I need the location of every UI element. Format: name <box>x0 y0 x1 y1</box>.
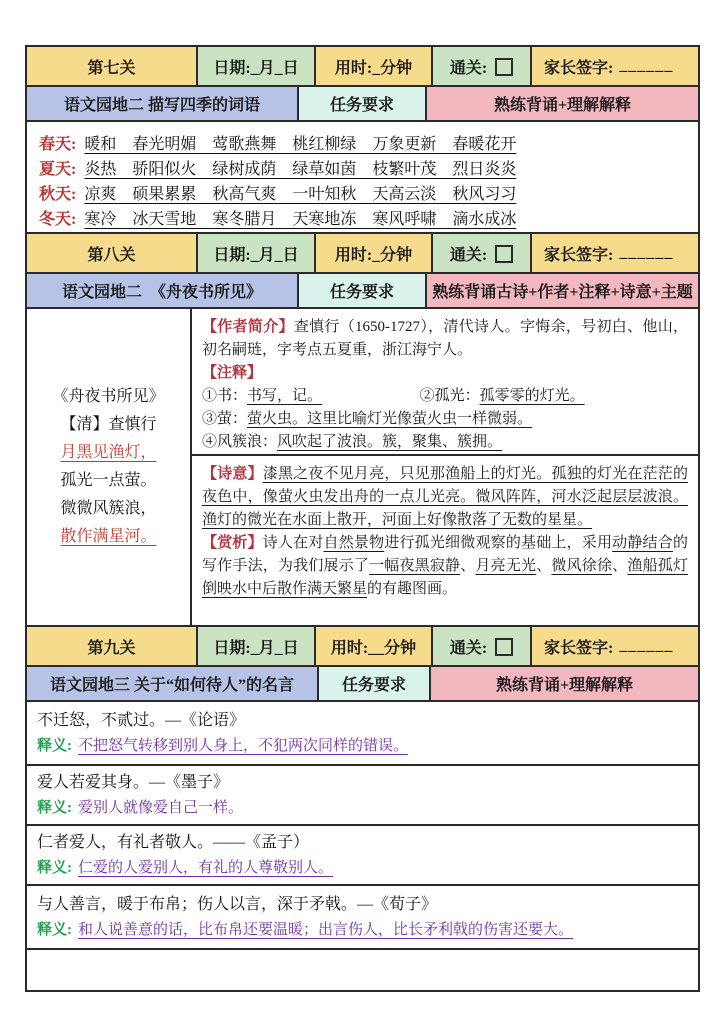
shiyi-text: 不把怒气转移到别人身上，不犯两次同样的错误。 <box>78 737 409 754</box>
poem-section <box>27 309 698 627</box>
pass-checkbox[interactable] <box>495 58 513 76</box>
analysis-segment: 的写作手法，为我们展示了 <box>202 535 688 574</box>
poem-text-cell <box>27 309 192 625</box>
analysis-segment: 、 <box>612 558 628 574</box>
level8-pass-field <box>433 234 532 272</box>
quote-text: 仁者爱人，有礼者敬人。——《孟子） <box>37 833 310 851</box>
meaning-analysis-box <box>192 456 698 625</box>
shiyi-text: 和人说善意的话，比布帛还要温暖；出言伤人，比长矛利戟的伤害还要大。 <box>78 921 574 938</box>
analysis-segment: 动静结合 <box>612 535 673 551</box>
level7-topic: 语文园地二 描写四季的词语 <box>27 87 299 120</box>
note-item <box>202 385 416 408</box>
empty-row <box>27 950 698 990</box>
level7-subheader-row <box>27 87 698 122</box>
season-label: 冬天: <box>39 211 77 228</box>
level7-signature-field <box>532 47 698 85</box>
note-term: ①书： <box>202 388 248 404</box>
meaning-label: 【诗意】 <box>202 466 263 482</box>
poem-analysis <box>202 532 688 601</box>
level9-date-field: 日期:_月_日 <box>198 627 316 665</box>
analysis-segment: 微风徐徐 <box>551 558 613 574</box>
level9-topic: 语文园地三 关于“如何待人”的名言 <box>27 667 319 700</box>
analysis-segment: 自然景物 <box>323 535 385 551</box>
season-label: 夏天: <box>39 161 77 178</box>
season-label: 秋天: <box>39 186 77 203</box>
level7-date-field: 日期:_月_日 <box>198 47 316 85</box>
pass-label: 通关: <box>449 59 488 77</box>
quote-meaning <box>37 796 688 821</box>
quote-text: 爱人若爱其身。—《墨子》 <box>37 773 230 791</box>
level9-task-label: 任务要求 <box>319 667 431 700</box>
shiyi-label: 释义: <box>37 737 72 754</box>
note-definition: 萤火虫。这里比喻灯光像萤火虫一样微弱。 <box>247 411 533 427</box>
level8-subheader-row <box>27 274 698 309</box>
shiyi-text: 爱别人就像爱自己一样。 <box>78 799 244 816</box>
author-intro-label: 【作者简介】 <box>202 319 294 335</box>
poem-author: 【清】查慎行 <box>60 416 157 433</box>
author-intro-text: 查慎行（1650-1727），清代诗人。字悔余，号初白、他山，初名嗣琏，字考点五夏重，浙江海宁人。 <box>202 319 688 358</box>
level9-time-field: 用时:__分钟 <box>316 627 433 665</box>
quote-meaning <box>37 856 688 881</box>
quote-row <box>27 702 698 766</box>
note-line <box>202 408 688 431</box>
season-words: 暖和 春光明媚 莺歌燕舞 桃红柳绿 万象更新 春暖花开 <box>84 136 517 153</box>
analysis-segment: 一幅夜黑寂静 <box>369 558 461 574</box>
analysis-segment: 、 <box>536 558 552 574</box>
author-notes-box <box>192 309 698 456</box>
pass-label: 通关: <box>449 246 488 264</box>
worksheet-table <box>25 45 700 992</box>
level7-header-row <box>27 47 698 87</box>
signature-label: 家长签字: <box>544 246 614 264</box>
shiyi-label: 释义: <box>37 799 72 816</box>
notes-label: 【注释】 <box>202 365 263 381</box>
shiyi-label: 释义: <box>37 921 72 938</box>
note-line <box>202 385 688 408</box>
quote-row <box>27 766 698 826</box>
quote-meaning <box>37 734 688 759</box>
note-item <box>420 388 585 404</box>
level9-requirement: 熟练背诵+理解解释 <box>431 667 698 700</box>
signature-line[interactable]: ______ <box>619 244 674 261</box>
season-label: 春天: <box>39 136 77 153</box>
note-term: ④风簇浪： <box>202 434 278 450</box>
poem-line: 月黑见渔灯， <box>60 444 157 461</box>
level7-pass-field <box>433 47 532 85</box>
level8-requirement: 熟练背诵古诗+作者+注释+诗意+主题 <box>427 274 698 307</box>
signature-label: 家长签字: <box>544 59 614 77</box>
author-intro <box>202 316 688 362</box>
analysis-segment: 渔船孤灯倒映水中后散作满天繁星 <box>202 558 688 597</box>
quote-text: 不迁怒，不贰过。—《论语》 <box>37 711 246 729</box>
poem-meaning <box>202 463 688 532</box>
level7-time-field: 用时:_分钟 <box>316 47 433 85</box>
level8-topic: 语文园地二 《舟夜书所见》 <box>27 274 299 307</box>
poem-line: 孤光一点萤。 <box>60 472 157 489</box>
seasons-word-list <box>27 122 698 234</box>
shiyi-text: 仁爱的人爱别人，有礼的人尊敬别人。 <box>78 859 334 876</box>
season-row-winter <box>39 207 686 232</box>
note-term: ②孤光： <box>419 388 480 404</box>
pass-checkbox[interactable] <box>495 245 513 263</box>
analysis-segment: 进行孤光细微观察的基础上，采用 <box>384 535 613 551</box>
season-row-spring <box>39 132 686 157</box>
level7-task-label: 任务要求 <box>299 87 427 120</box>
quote-meaning <box>37 918 688 943</box>
poem-commentary-cell <box>192 309 698 625</box>
level9-signature-field <box>532 627 698 665</box>
season-words: 炎热 骄阳似火 绿树成荫 绿草如茵 枝繁叶茂 烈日炎炎 <box>84 161 517 178</box>
poem-line: 散作满星河。 <box>60 528 157 545</box>
season-words: 寒冷 冰天雪地 寒冬腊月 天寒地冻 寒风呼啸 滴水成冰 <box>84 211 517 228</box>
shiyi-label: 释义: <box>37 859 72 876</box>
analysis-segment: 月亮无光 <box>475 558 537 574</box>
note-definition: 孤零零的灯光。 <box>479 388 585 404</box>
pass-checkbox[interactable] <box>495 638 513 656</box>
pass-label: 通关: <box>449 639 488 657</box>
level8-time-field: 用时:_分钟 <box>316 234 433 272</box>
level8-task-label: 任务要求 <box>299 274 427 307</box>
analysis-segment: 、 <box>460 558 476 574</box>
season-row-summer <box>39 157 686 182</box>
level8-header-row <box>27 234 698 274</box>
poem-line: 微微风簇浪， <box>60 500 157 517</box>
meaning-text: 漆黑之夜不见月亮，只见那渔船上的灯光。孤独的灯光在茫茫的夜色中，像萤火虫发出舟的一点儿光亮。微风阵阵，河水泛起层层波浪。渔灯的微光在水面上散开，河面上好像散落了无数的星星。 <box>202 466 688 528</box>
quote-row <box>27 826 698 886</box>
season-words: 凉爽 硕果累累 秋高气爽 一叶知秋 天高云淡 秋风习习 <box>84 186 517 203</box>
season-row-autumn <box>39 182 686 207</box>
level9-subheader-row <box>27 667 698 702</box>
analysis-segment: 的有趣图画。 <box>367 581 458 597</box>
signature-label: 家长签字: <box>544 639 614 657</box>
analysis-label: 【赏析】 <box>202 535 263 551</box>
level9-pass-field <box>433 627 532 665</box>
level8-date-field: 日期:_月_日 <box>198 234 316 272</box>
quote-text: 与人善言，暖于布帛；伤人以言，深于矛戟。—《荀子》 <box>37 895 438 913</box>
note-line <box>202 431 688 454</box>
level7-title: 第七关 <box>27 47 198 85</box>
level9-title: 第九关 <box>27 627 198 665</box>
quote-row <box>27 886 698 950</box>
analysis-segment: 诗人在对 <box>262 535 324 551</box>
level8-signature-field <box>532 234 698 272</box>
note-term: ③萤： <box>202 411 248 427</box>
signature-line[interactable]: ______ <box>619 57 674 74</box>
poem-title: 《舟夜书所见》 <box>52 388 165 405</box>
level8-title: 第八关 <box>27 234 198 272</box>
note-definition: 书写，记。 <box>247 388 323 404</box>
level7-requirement: 熟练背诵+理解解释 <box>427 87 698 120</box>
note-definition: 风吹起了波浪。簇，聚集、簇拥。 <box>277 434 503 450</box>
signature-line[interactable]: ______ <box>619 637 674 654</box>
level9-header-row <box>27 627 698 667</box>
